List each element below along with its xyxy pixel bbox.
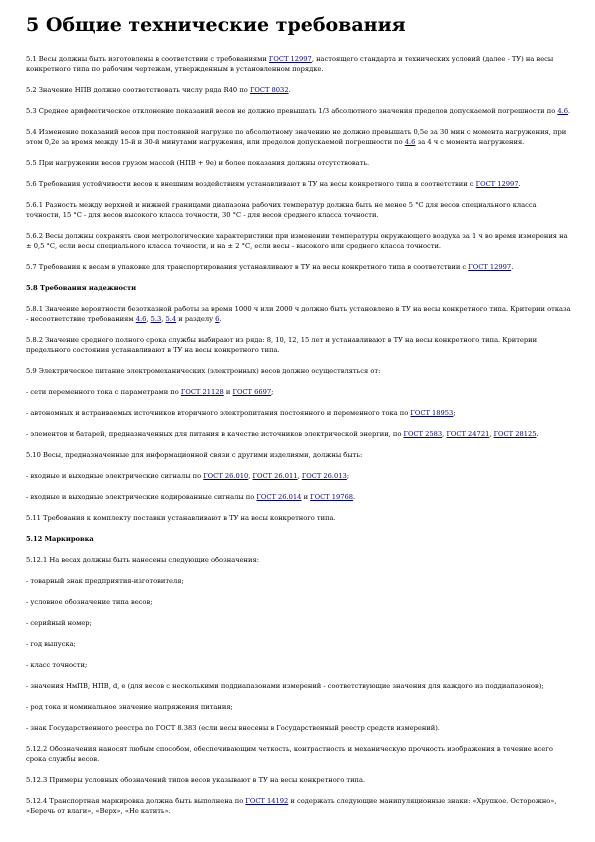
paragraph-text: , xyxy=(489,430,494,438)
paragraph-text: . xyxy=(568,107,571,115)
paragraph-text: . xyxy=(353,493,356,501)
paragraph-text: ; xyxy=(453,409,456,417)
paragraph-text: . xyxy=(288,86,291,94)
paragraph-text: и xyxy=(301,493,311,501)
reference-link[interactable]: ГОСТ 19768 xyxy=(310,493,354,501)
paragraph xyxy=(26,513,572,523)
reference-link[interactable]: ГОСТ 8032 xyxy=(249,86,289,94)
reference-link[interactable]: ГОСТ 24721 xyxy=(446,430,490,438)
paragraph-text: . xyxy=(536,430,539,438)
paragraph-text: , xyxy=(442,430,447,438)
paragraph-text: 5.12.2 Обозначения наносят любым способом, обеспечивающим четкость, контрастность и механическую прочность изображения в течение всего срока службы весов. xyxy=(26,745,553,763)
paragraph-text: - товарный знак предприятия-изготовителя; xyxy=(26,577,184,585)
paragraph-text: 5.12 Маркировка xyxy=(26,535,94,543)
reference-link[interactable]: ГОСТ 2583 xyxy=(403,430,443,438)
paragraph xyxy=(26,744,572,764)
reference-link[interactable]: ГОСТ 14192 xyxy=(245,797,289,805)
paragraph xyxy=(26,54,572,74)
paragraph-text: 5.12.3 Примеры условных обозначений типов весов указывают в ТУ на весы конкретного типа. xyxy=(26,776,366,784)
paragraph-text: 5.9 Электрическое питание электромеханических (электронных) весов должно осуществляться от: xyxy=(26,367,381,375)
paragraph-text: - год выпуска; xyxy=(26,640,76,648)
paragraph-text: 5.1 Весы должны быть изготовлены в соответствии с требованиями xyxy=(26,55,269,63)
paragraph xyxy=(26,471,572,481)
reference-link[interactable]: 4.6 xyxy=(135,315,147,323)
paragraph-text: 5.11 Требования к комплекту поставки устанавливают в ТУ на весы конкретного типа. xyxy=(26,514,336,522)
paragraph-text: 5.6.1 Разность между верхней и нижней границами диапазона рабочих температур должна быть не менее 5 °С для весов специального класса точности, 15 °С - для весов высокого класса точности, 30 °С - для весов среднего класса точности. xyxy=(26,201,537,219)
paragraph xyxy=(26,775,572,785)
reference-link[interactable]: ГОСТ 21128 xyxy=(180,388,224,396)
reference-link[interactable]: ГОСТ 26.010 xyxy=(203,472,249,480)
subsection-heading xyxy=(26,283,572,293)
paragraph xyxy=(26,492,572,502)
paragraph-text: 5.12.1 На весах должны быть нанесены следующие обозначения: xyxy=(26,556,259,564)
paragraph-text: 5.3 Среднее арифметическое отклонение показаний весов не должно превышать 1/3 абсолютного значения пределов допускаемой погрешности по xyxy=(26,107,558,115)
paragraph-text: . xyxy=(219,315,222,323)
paragraph-text: за 4 ч с момента нагружения. xyxy=(415,138,525,146)
paragraph-text: 5.6.2 Весы должны сохранять свои метрологические характеристики при изменении температуры окружающего воздуха за 1 ч во время измерения на ± 0,5 °С, если весы специального класса точности, и на ± 2 °С, если весы - высокого или среднего класса точности. xyxy=(26,232,568,250)
paragraph xyxy=(26,106,572,116)
paragraph-text: 5.8.1 Значение вероятности безотказной работы за время 1000 ч или 2000 ч должно быть установлено в ТУ на весы конкретного типа. Критерии отказа - несоответствие требованиям xyxy=(26,305,571,323)
paragraph xyxy=(26,387,572,397)
paragraph xyxy=(26,639,572,649)
paragraph-text: - входные и выходные электрические кодированные сигналы по xyxy=(26,493,257,501)
reference-link[interactable]: ГОСТ 26.014 xyxy=(256,493,302,501)
paragraph xyxy=(26,429,572,439)
reference-link[interactable]: 4.6 xyxy=(404,138,416,146)
paragraph xyxy=(26,179,572,189)
paragraph-text: - элементов и батарей, предназначенных для питания в качестве источников электрической энергии, по xyxy=(26,430,404,438)
paragraph xyxy=(26,304,572,324)
paragraph-text: - серийный номер; xyxy=(26,619,92,627)
section-title: 5 Общие технические требования xyxy=(26,14,406,36)
paragraph xyxy=(26,85,572,95)
paragraph-text: ; xyxy=(271,388,274,396)
paragraph-text: 5.8 Требования надежности xyxy=(26,284,137,292)
paragraph-text: - род тока и номинальное значение напряжения питания; xyxy=(26,703,233,711)
reference-link[interactable]: ГОСТ 26.013 xyxy=(301,472,347,480)
paragraph xyxy=(26,618,572,628)
reference-link[interactable]: 4.6 xyxy=(557,107,568,115)
paragraph-text: , xyxy=(248,472,253,480)
paragraph-text: 5.6 Требования устойчивости весов к внешним воздействиям устанавливают в ТУ на весы конкретного типа в соответствии с xyxy=(26,180,476,188)
reference-link[interactable]: ГОСТ 12997 xyxy=(475,180,519,188)
paragraph-text: - входные и выходные электрические сигналы по xyxy=(26,472,204,480)
reference-link[interactable]: ГОСТ 12997 xyxy=(268,55,312,63)
reference-link[interactable]: 5.3 xyxy=(150,315,162,323)
paragraph-text: - сети переменного тока с параметрами по xyxy=(26,388,181,396)
paragraph xyxy=(26,262,572,272)
paragraph xyxy=(26,366,572,376)
paragraph-text: и содержать следующие манипуляционные знаки: «Хрупкое. Осторожно», «Беречь от влаги», «Верх», «Не катить». xyxy=(26,797,557,815)
paragraph-text: ; xyxy=(346,472,350,480)
paragraph xyxy=(26,408,572,418)
paragraph-text: - класс точности; xyxy=(26,661,88,669)
paragraph xyxy=(26,681,572,691)
paragraph-text: - автономных и встраиваемых источников вторичного электропитания постоянного и переменного тока по xyxy=(26,409,411,417)
paragraph xyxy=(26,127,572,147)
reference-link[interactable]: 5.4 xyxy=(165,315,177,323)
paragraph xyxy=(26,200,572,220)
paragraph-text: , настоящего стандарта и технических условий (далее - ТУ) на весы конкретного типа по рабочим чертежам, утвержденным в установленном порядке. xyxy=(26,55,554,73)
document-page xyxy=(26,14,572,827)
paragraph xyxy=(26,576,572,586)
reference-link[interactable]: ГОСТ 26.011 xyxy=(252,472,298,480)
paragraph-text: и разделу xyxy=(176,315,216,323)
document-body xyxy=(26,54,572,816)
paragraph-text: 5.2 Значение НПВ должно соответствовать числу ряда R40 по xyxy=(26,86,250,94)
reference-link[interactable]: ГОСТ 6697 xyxy=(232,388,272,396)
paragraph xyxy=(26,702,572,712)
paragraph xyxy=(26,723,572,733)
paragraph-text: . xyxy=(518,180,521,188)
paragraph xyxy=(26,555,572,565)
paragraph-text: . xyxy=(511,263,514,271)
paragraph xyxy=(26,158,572,168)
paragraph-text: 5.12.4 Транспортная маркировка должна быть выполнена по xyxy=(26,797,246,805)
paragraph-text: 5.10 Весы, предназначенные для информационной связи с другими изделиями, должны быть: xyxy=(26,451,363,459)
paragraph-text: 5.8.2 Значение среднего полного срока службы выбирают из ряда: 8, 10, 12, 15 лет и устанавливают в ТУ на весы конкретного типа. Критерии предельного состояния устанавливают в ТУ на весы конкретного типа. xyxy=(26,336,538,354)
paragraph xyxy=(26,597,572,607)
paragraph-text: и xyxy=(223,388,233,396)
reference-link[interactable]: ГОСТ 18953 xyxy=(410,409,454,417)
paragraph-text: , xyxy=(161,315,166,323)
paragraph-text: 5.5 При нагружении весов грузом массой (НПВ + 9e) и более показания должны отсутствовать. xyxy=(26,159,370,167)
paragraph xyxy=(26,796,572,816)
paragraph-text: , xyxy=(297,472,302,480)
paragraph-text: 5.7 Требования к весам в упаковке для транспортирования устанавливают в ТУ на весы конкретного типа в соответствии с xyxy=(26,263,469,271)
paragraph xyxy=(26,231,572,251)
paragraph-text: , xyxy=(146,315,151,323)
paragraph-text: 5.4 Изменение показаний весов при постоянной нагрузке по абсолютному значению не должно превышать 0,5e за 30 мин с момента нагружения, при этом 0,2e за время между 15-й и 30-й минутами нагружения, или пределов допускаемой погрешности по xyxy=(26,128,567,146)
paragraph-text: - знак Государственного реестра по ГОСТ 8.383 (если весы внесены в Государственный реестр средств измерений). xyxy=(26,724,440,732)
reference-link[interactable]: ГОСТ 12997 xyxy=(468,263,512,271)
paragraph xyxy=(26,660,572,670)
reference-link[interactable]: ГОСТ 28125 xyxy=(493,430,537,438)
paragraph xyxy=(26,335,572,355)
paragraph-text: - условное обозначение типа весов; xyxy=(26,598,153,606)
paragraph-text: - значения НмПВ, НПВ, d, e (для весов с несколькими поддиапазонами измерений - соответствующие значения для каждого из поддиапазонов); xyxy=(26,682,544,690)
paragraph xyxy=(26,450,572,460)
subsection-heading xyxy=(26,534,572,544)
reference-link[interactable]: 6 xyxy=(215,315,220,323)
